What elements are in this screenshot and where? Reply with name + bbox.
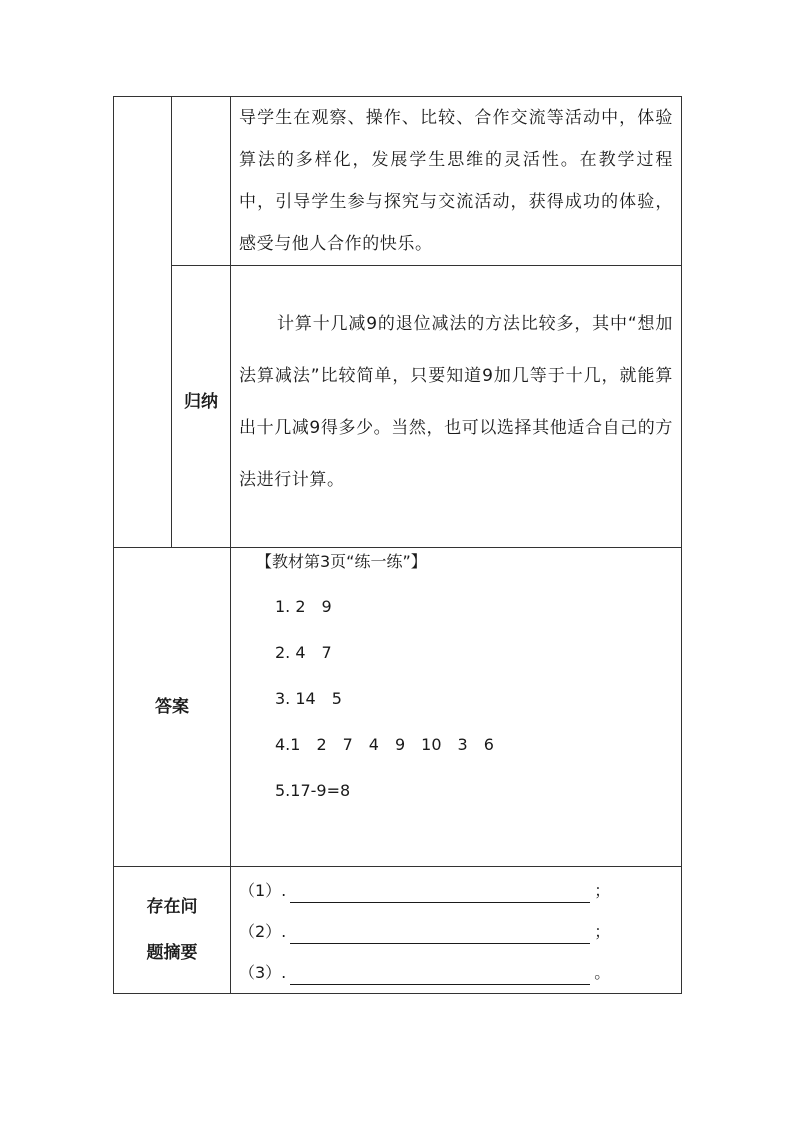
problems-row	[114, 867, 682, 994]
problem-blank-line[interactable]	[290, 926, 590, 944]
problems-block	[231, 867, 681, 993]
summary-label: 归纳	[184, 391, 218, 412]
problems-content-cell	[231, 867, 682, 994]
answers-title: 【教材第3页“练一练”】	[256, 552, 427, 571]
lesson-plan-table	[113, 96, 682, 994]
merged-left-cell	[114, 97, 172, 548]
summary-paragraph: 计算十几减9的退位减法的方法比较多，其中“想加法算减法”比较简单，只要知道9加几等于十几，就能算出十几减9得多少。当然，也可以选择其他适合自己的方法进行计算。	[239, 313, 673, 490]
summary-label-cell	[172, 266, 231, 548]
process-label-cell	[172, 97, 231, 266]
answer-line-3: 3. 14 5	[275, 689, 342, 708]
answers-block	[231, 548, 681, 866]
answers-label: 答案	[155, 697, 189, 717]
problem-number: （2）.	[239, 922, 287, 941]
answers-row	[114, 548, 682, 867]
summary-row	[114, 266, 682, 548]
answers-content-cell	[231, 548, 682, 867]
problem-entry	[239, 879, 610, 903]
problem-number: （3）.	[239, 963, 287, 982]
problem-blank-line[interactable]	[290, 967, 590, 985]
problem-entry	[239, 920, 610, 944]
summary-text-cell	[231, 266, 682, 548]
problems-label-cell	[114, 867, 231, 994]
process-text-cell	[231, 97, 682, 266]
problem-end-mark: ；	[594, 922, 611, 941]
teaching-process-row	[114, 97, 682, 266]
process-paragraph: 导学生在观察、操作、比较、合作交流等活动中，体验算法的多样化，发展学生思维的灵活性。在教学过程中，引导学生参与探究与交流活动，获得成功的体验，感受与他人合作的快乐。	[239, 108, 673, 254]
problem-entry	[239, 961, 610, 985]
answer-line-4: 4.1 2 7 4 9 10 3 6	[275, 735, 494, 754]
problem-end-mark: 。	[594, 963, 611, 982]
problem-blank-line[interactable]	[290, 885, 590, 903]
answer-line-5: 5.17-9=8	[275, 781, 351, 800]
problem-end-mark: ；	[594, 881, 611, 900]
problems-label-line-1: 存在问	[146, 897, 198, 917]
answer-line-2: 2. 4 7	[275, 643, 332, 662]
problem-number: （1）.	[239, 881, 287, 900]
answer-line-1: 1. 2 9	[275, 597, 332, 616]
problems-label-line-2: 题摘要	[146, 943, 198, 963]
answers-label-cell	[114, 548, 231, 867]
